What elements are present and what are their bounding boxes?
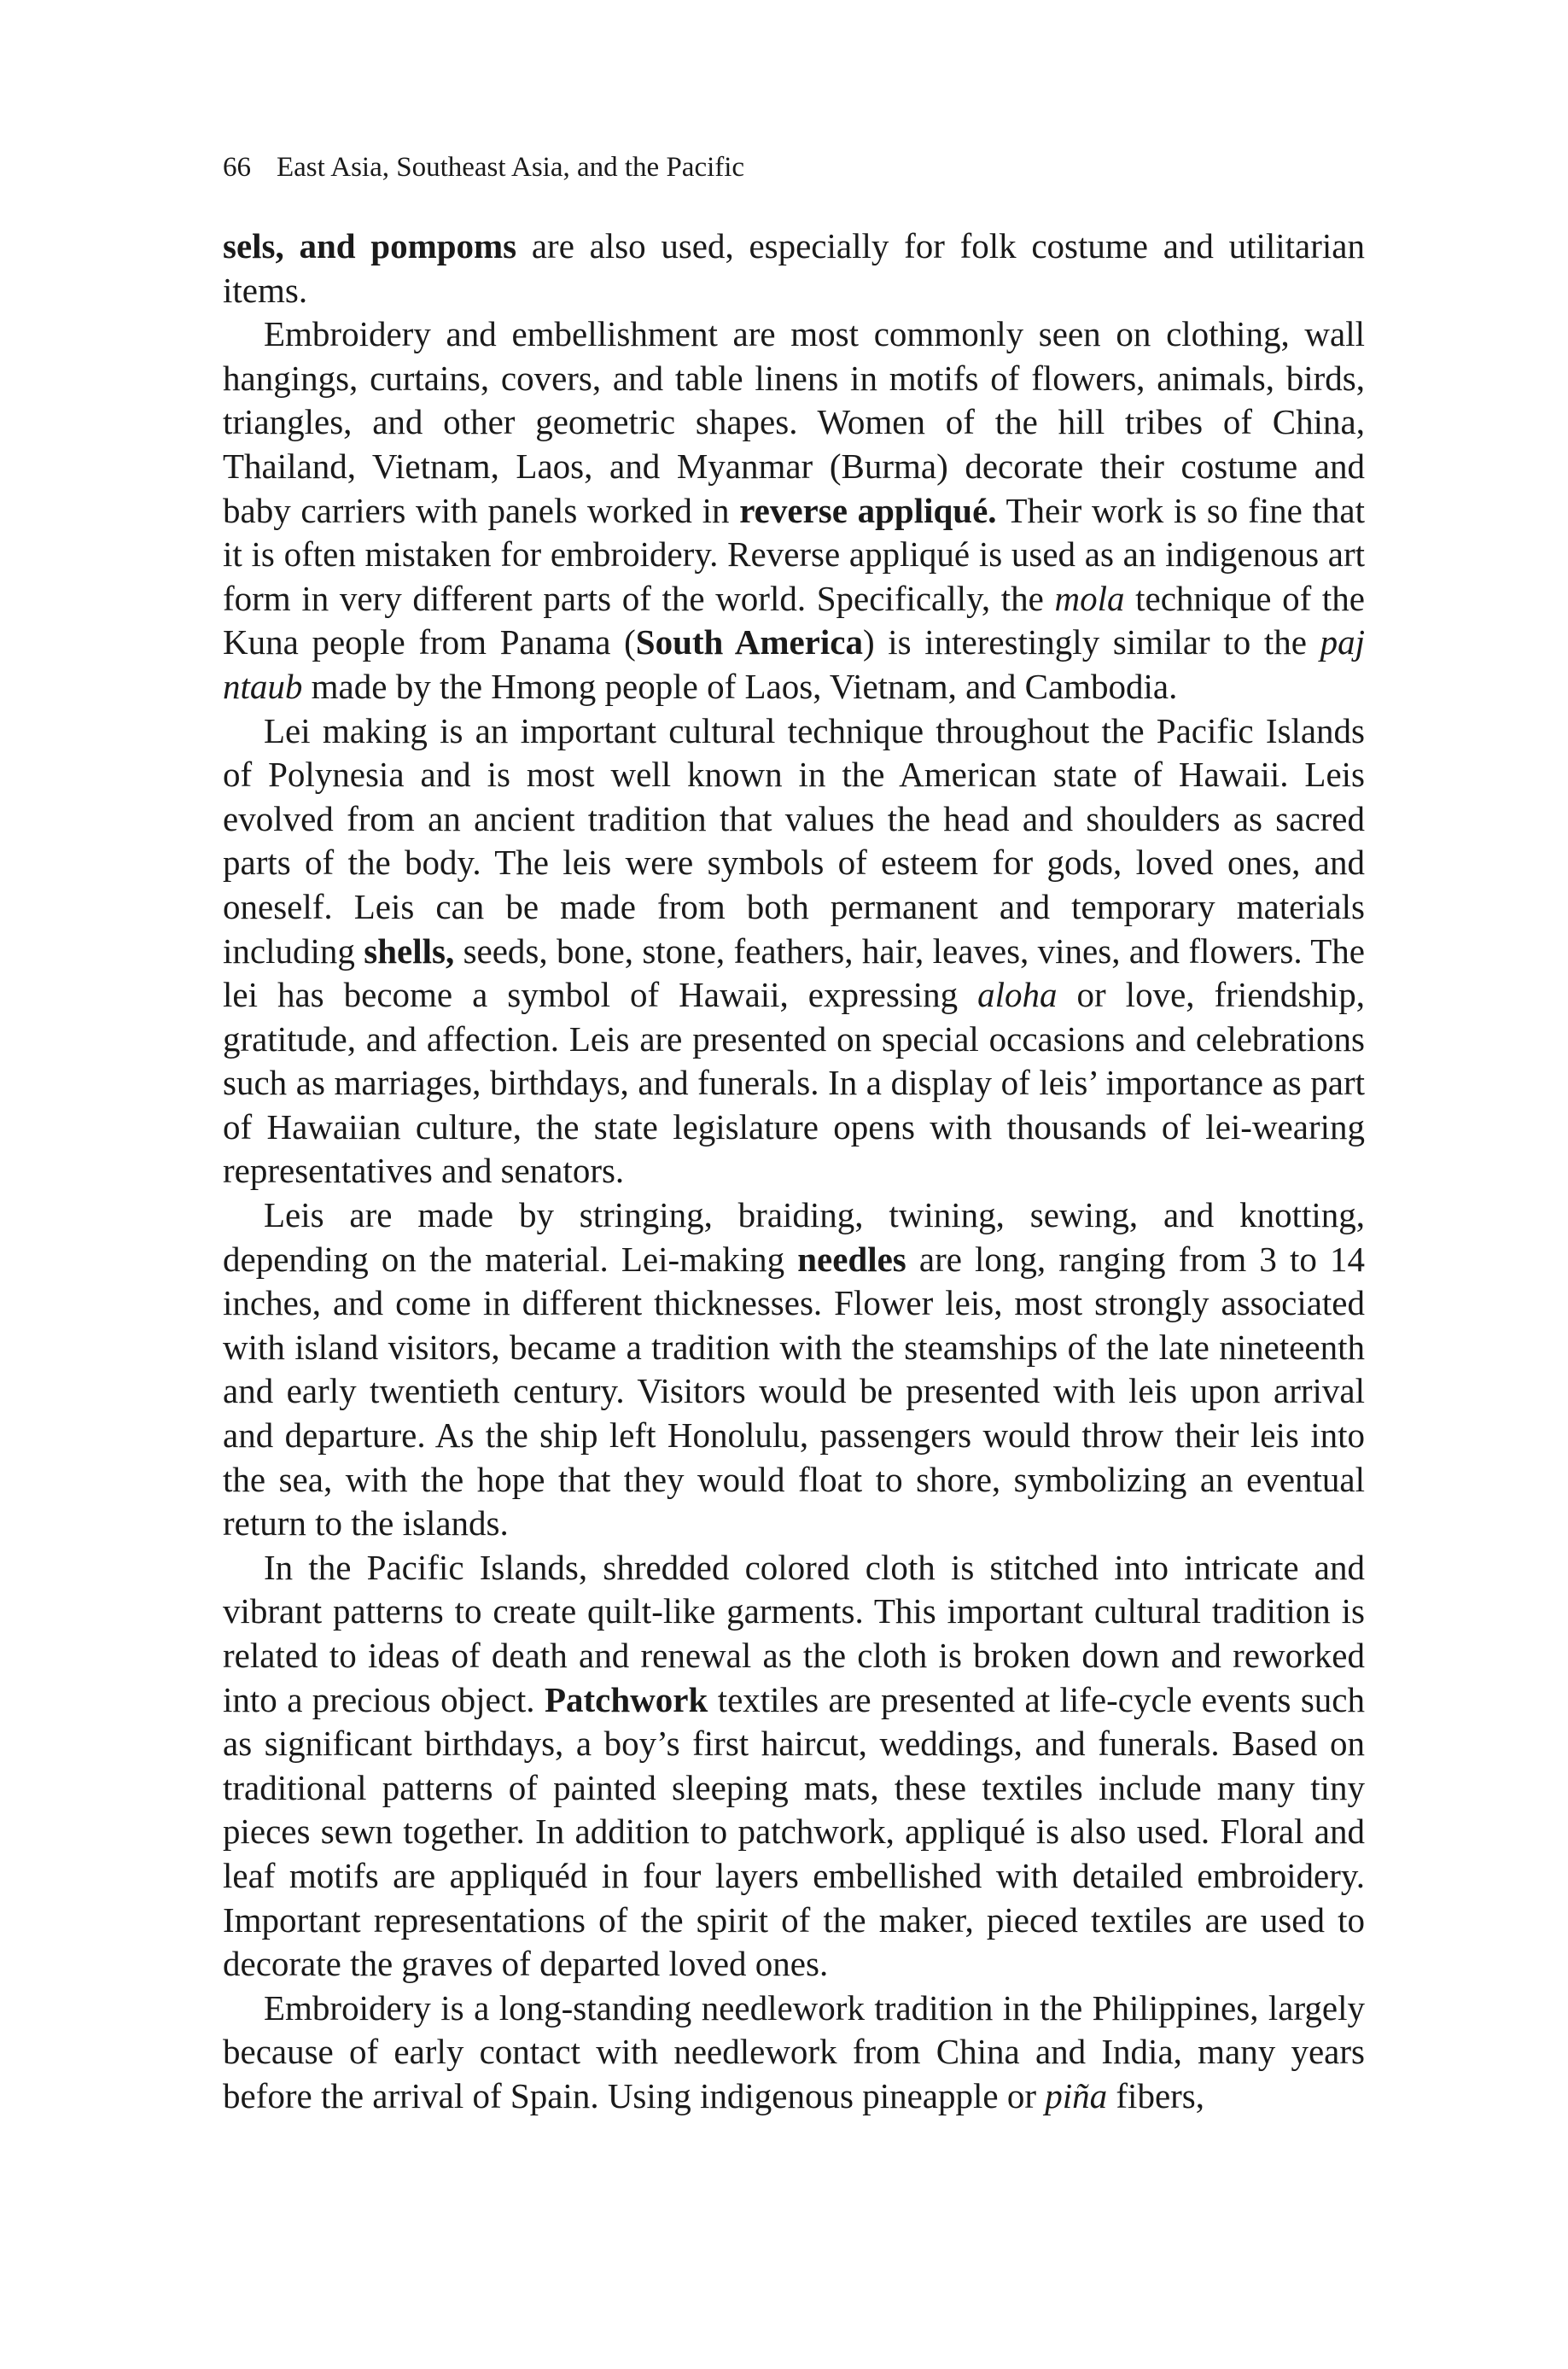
text-run: made by the Hmong people of Laos, Vietnam, and Cambodia. [302,666,1178,706]
bold-term: Patchwork [544,1679,708,1719]
text-run: Lei making is an important cultural technique throughout the Pacific Islands of Polynesia and is most well known in the American state of Hawaii. Leis evolved from an ancient tradition that values the head and shoulders as sacred parts of the body. The leis were symbols of esteem for gods, loved ones, and oneself. Leis can be made from both permanent and temporary materials including [223,710,1365,971]
bold-term: shells, [364,931,455,971]
text-run: seeds, bone, stone, feathers, hair, leaves, vines, and flowers. The lei has become a symbol of Hawaii, expressing [223,931,1365,1015]
bold-term: sels, and pompoms [223,226,517,265]
text-run: textiles are presented at life-cycle events such as significant birthdays, a boy’s first haircut, weddings, and funerals. Based on traditional patterns of painted sleeping mats, these textiles include many tiny pieces sewn together. In addition to patchwork, appliqué is also used. Floral and leaf motifs are appliquéd in four layers embellished with detailed embroidery. Important representations of the spirit of the maker, pieced textiles are used to decorate the graves of departed loved ones. [223,1679,1365,1984]
text-run: are also used, especially for folk costume and utilitarian items. [223,226,1365,310]
paragraph [223,1193,1365,1546]
italic-term: mola [1054,578,1125,618]
running-title: East Asia, Southeast Asia, and the Pacific [277,152,745,183]
running-head [223,150,744,184]
italic-term: paj ntaub [223,622,1366,706]
text-run: Embroidery and embellishment are most commonly seen on clothing, wall hangings, curtains, covers, and table linens in motifs of flowers, animals, birds, triangles, and other geometric shapes. Women of the hill tribes of China, Thailand, Vietnam, Laos, and Myanmar (Burma) decorate their costume and baby carriers with panels worked in [223,314,1365,530]
bold-term: needles [797,1239,906,1279]
paragraph [223,312,1365,709]
text-run: technique of the Kuna people from Panama ( [223,578,1365,662]
paragraph [223,709,1365,1194]
text-run: fibers, [1107,2075,1205,2115]
paragraph [223,225,1365,312]
paragraph [223,1546,1365,1987]
italic-term: piña [1045,2075,1108,2115]
text-run: ) is interestingly similar to the [862,622,1320,662]
bold-term: reverse appliqué. [739,490,997,530]
text-run: In the Pacific Islands, shredded colored cloth is stitched into intricate and vibrant patterns to create quilt-like garments. This important cultural tradition is related to ideas of death and renewal as the cloth is broken down and reworked into a precious object. [223,1547,1365,1719]
text-run: are long, ranging from 3 to 14 inches, and come in different thicknesses. Flower leis, most strongly associated with island visitors, became a tradition with the steamships of the late nineteenth and early twentieth century. Visitors would be presented with leis upon arrival and departure. As the ship left Honolulu, passengers would throw their leis into the sea, with the hope that they would float to shore, symbolizing an eventual return to the islands. [223,1239,1365,1543]
text-run: Embroidery is a long-standing needlework tradition in the Philippines, largely because of early contact with needlework from China and India, many years before the arrival of Spain. Using indigenous pineapple or [223,1987,1365,2115]
body-text [223,225,1365,2119]
text-run: Leis are made by stringing, braiding, twining, sewing, and knotting, depending on the material. Lei-making [223,1195,1365,1279]
text-run: or love, friendship, gratitude, and affection. Leis are presented on special occasions and celebrations such as marriages, birthdays, and funerals. In a display of leis’ importance as part of Hawaiian culture, the state legislature opens with thousands of lei-wearing representatives and senators. [223,975,1366,1191]
italic-term: aloha [977,975,1058,1015]
paragraph [223,1987,1365,2119]
bold-term: South America [635,622,863,662]
page-number: 66 [223,152,251,183]
text-run: Their work is so fine that it is often mistaken for embroidery. Reverse appliqué is used as an indigenous art form in very different parts of the world. Specifically, the [223,490,1365,618]
